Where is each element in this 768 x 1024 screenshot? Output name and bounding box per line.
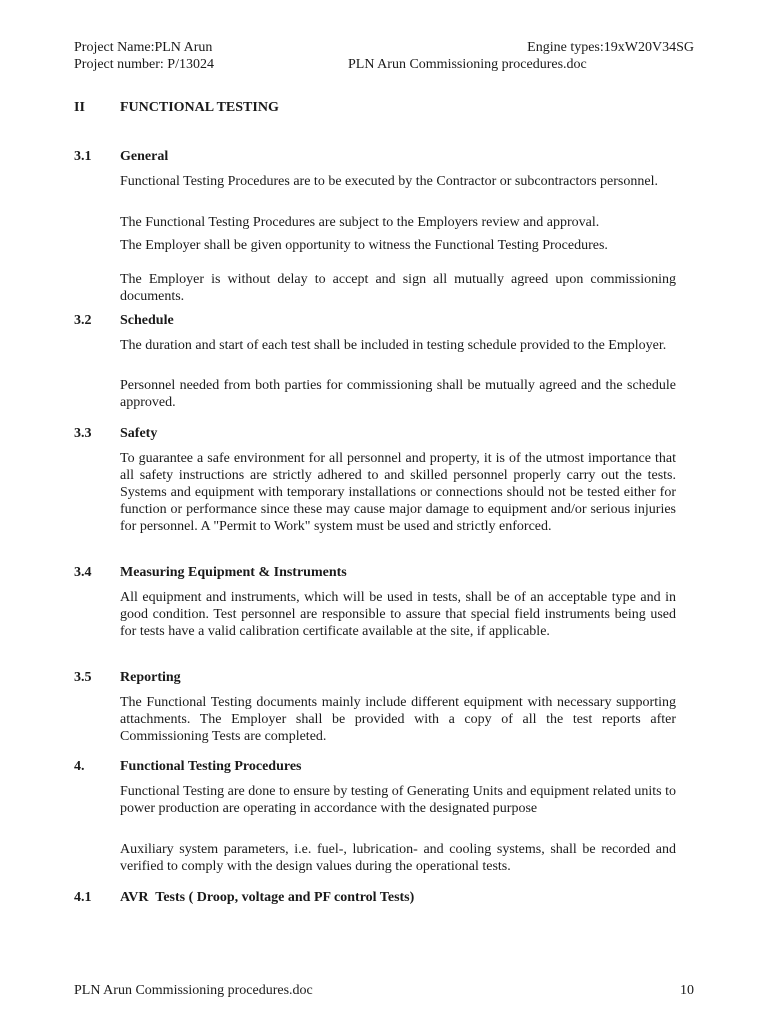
paragraph: All equipment and instruments, which will be used in tests, shall be of an acceptable type and in good condition. Test personnel are responsible to assure that special field instruments being used for tests have a valid calibration certificate available at the site, if applicable. bbox=[120, 590, 676, 639]
section-number: 3.3 bbox=[74, 426, 92, 441]
paragraph: Functional Testing are done to ensure by testing of Generating Units and equipment related units to power production are operating in accordance with the designated purpose bbox=[120, 784, 676, 816]
page-number: 10 bbox=[680, 983, 694, 998]
section-title: General bbox=[120, 149, 169, 164]
paragraph: To guarantee a safe environment for all personnel and property, it is of the utmost importance that all safety instructions are strictly adhered to and skilled personnel properly carry out the tests. Systems and equipment with temporary installations or connections should not be tested either for function or performance since these may cause major damage to equipment and/or serious injuries for personnel. A "Permit to Work" system must be used and strictly enforced. bbox=[120, 451, 676, 534]
section-title: Safety bbox=[120, 426, 158, 441]
paragraph: The Functional Testing Procedures are subject to the Employers review and approval. bbox=[120, 215, 600, 230]
paragraph: Personnel needed from both parties for commissioning shall be mutually agreed and the schedule approved. bbox=[120, 378, 676, 410]
section-number: 4. bbox=[74, 759, 85, 774]
paragraph: The duration and start of each test shall be included in testing schedule provided to the Employer. bbox=[120, 338, 667, 353]
section-number: 3.2 bbox=[74, 313, 92, 328]
section-number: 4.1 bbox=[74, 890, 92, 905]
section-number: 3.4 bbox=[74, 565, 92, 580]
paragraph: The Employer is without delay to accept and sign all mutually agreed upon commissioning documents. bbox=[120, 272, 676, 304]
section-title: Measuring Equipment & Instruments bbox=[120, 565, 347, 580]
section-title: AVR Tests ( Droop, voltage and PF control Tests) bbox=[120, 890, 415, 905]
paragraph: Functional Testing Procedures are to be executed by the Contractor or subcontractors personnel. bbox=[120, 174, 658, 189]
header-document-name: PLN Arun Commissioning procedures.doc bbox=[348, 57, 587, 72]
project-name: Project Name:PLN Arun bbox=[74, 40, 213, 55]
engine-types: Engine types:19xW20V34SG bbox=[527, 40, 694, 55]
section-number: 3.1 bbox=[74, 149, 92, 164]
paragraph: Auxiliary system parameters, i.e. fuel-, lubrication- and cooling systems, shall be recorded and verified to comply with the design values during the operational tests. bbox=[120, 842, 676, 874]
project-number: Project number: P/13024 bbox=[74, 57, 214, 72]
section-title: Reporting bbox=[120, 670, 181, 685]
page-footer bbox=[74, 983, 694, 1000]
section-title: Schedule bbox=[120, 313, 174, 328]
chapter-title: FUNCTIONAL TESTING bbox=[120, 100, 279, 115]
chapter-number: II bbox=[74, 100, 85, 115]
footer-document-name: PLN Arun Commissioning procedures.doc bbox=[74, 983, 313, 998]
section-number: 3.5 bbox=[74, 670, 92, 685]
paragraph: The Functional Testing documents mainly include different equipment with necessary supporting attachments. The Employer shall be provided with a copy of all the test reports after Commissioning Tests are completed. bbox=[120, 695, 676, 744]
paragraph: The Employer shall be given opportunity to witness the Functional Testing Procedures. bbox=[120, 238, 608, 253]
section-title: Functional Testing Procedures bbox=[120, 759, 302, 774]
